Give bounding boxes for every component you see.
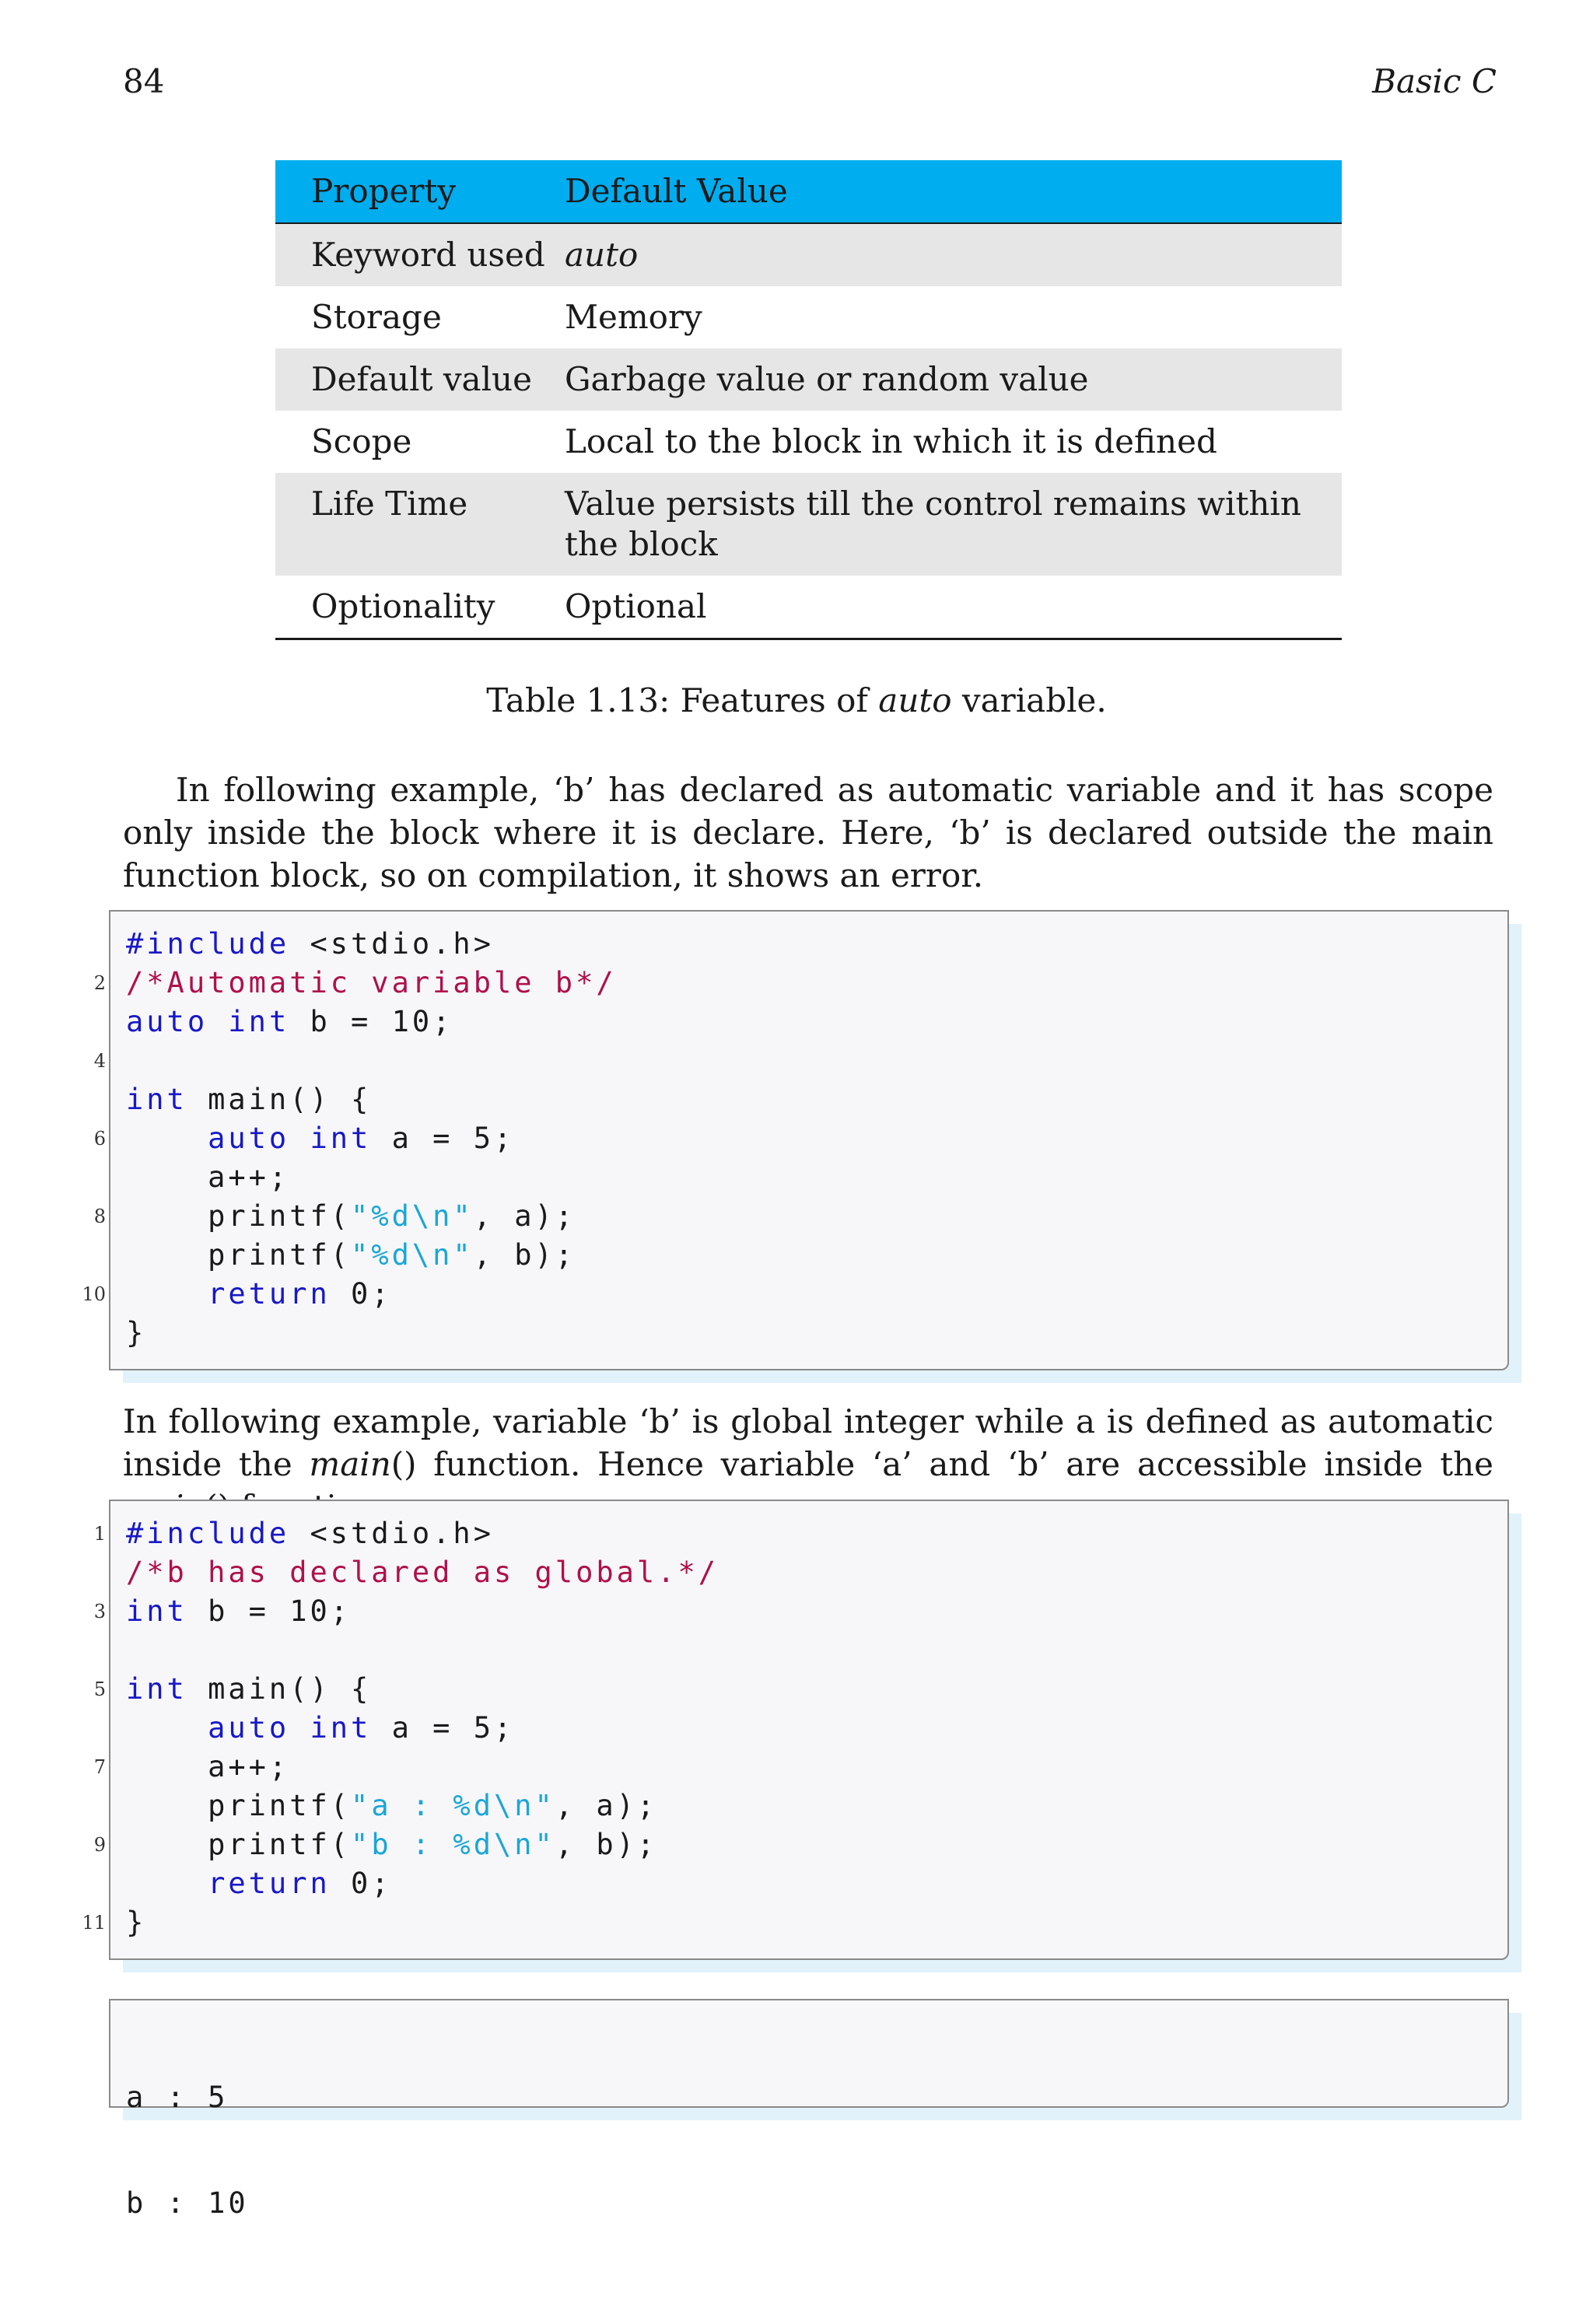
output-line: a : 5 (126, 2081, 229, 2114)
table-cell: Local to the block in which it is defined (565, 422, 1217, 460)
features-table (275, 160, 1342, 640)
table-header-cell: Property (275, 160, 565, 223)
line-number (0, 1003, 106, 1041)
line-number (0, 1787, 106, 1825)
code-keyword: return (208, 1277, 331, 1311)
code-text: , b); (473, 1238, 576, 1272)
code-text: , a); (555, 1789, 658, 1822)
line-number: 4 (93, 1050, 106, 1072)
paragraph-1 (123, 768, 1493, 897)
code-line (126, 1903, 719, 1942)
code-line (126, 1553, 719, 1592)
table-cell: Scope (311, 422, 412, 460)
code-keyword: int (310, 1711, 372, 1745)
code-string: "b : %d\n" (351, 1828, 555, 1861)
line-number: 1 (93, 1523, 106, 1545)
output-block (109, 1999, 1509, 2108)
caption-text: variable. (951, 681, 1107, 719)
code-keyword: int (126, 1672, 187, 1706)
code-keyword: #include (126, 927, 290, 961)
code-text: printf( (126, 1238, 352, 1272)
code-line (126, 1514, 719, 1553)
code-line (126, 1158, 617, 1197)
code-text (126, 1711, 208, 1745)
output-lines (126, 2011, 249, 2256)
table-row (275, 576, 1342, 639)
caption-emphasis: auto (878, 681, 952, 719)
code-keyword: int (228, 1005, 290, 1038)
table-cell: auto (565, 223, 1342, 286)
code-line (126, 1003, 617, 1041)
code-line (126, 1592, 719, 1631)
table-cell: Keyword used (275, 223, 565, 286)
code-lines-2 (126, 1514, 719, 1942)
code-line (126, 1275, 617, 1314)
line-number (0, 1709, 106, 1748)
chapter-title: Basic C (1372, 62, 1497, 100)
line-numbers-1 (0, 925, 106, 1353)
table-row (275, 223, 1342, 286)
table-cell: Default value (275, 348, 565, 411)
line-number: 5 (93, 1678, 106, 1700)
table-row (275, 411, 1342, 473)
code-text (126, 1277, 208, 1311)
paragraph-text: In following example, ‘b’ has declared as automatic variable and it has scope only inside the block where it is declare. Here, ‘b’ is declared outside the main function block, so on compilation, it shows an error. (123, 771, 1493, 894)
code-line (126, 1670, 719, 1709)
code-keyword: int (310, 1122, 372, 1155)
code-text (126, 1867, 208, 1900)
text-span: () function. Hence variable ‘a’ and ‘b’ are accessible inside the (390, 1445, 1493, 1483)
code-keyword: auto (208, 1122, 290, 1155)
line-number: 8 (93, 1206, 106, 1227)
line-number: 6 (93, 1128, 106, 1150)
line-number: 9 (93, 1834, 106, 1856)
code-text (208, 1005, 228, 1038)
code-keyword: #include (126, 1517, 290, 1550)
line-number: 11 (82, 1912, 106, 1934)
code-keyword: auto (126, 1005, 208, 1038)
table-row (275, 348, 1342, 411)
code-text: a = 5; (371, 1711, 515, 1745)
code-text: 0; (330, 1277, 392, 1311)
code-text: } (126, 1316, 147, 1349)
code-line (126, 1787, 719, 1825)
code-line (126, 1864, 719, 1903)
table-row (275, 286, 1342, 348)
code-comment: /*b has declared as global.*/ (126, 1556, 719, 1589)
code-line (126, 1119, 617, 1158)
line-number (0, 925, 106, 964)
code-text: printf( (126, 1789, 352, 1822)
code-line (126, 1041, 617, 1080)
code-line (126, 1748, 719, 1787)
code-comment: /*Automatic variable b*/ (126, 966, 617, 999)
line-number (0, 1553, 106, 1592)
code-string: "a : %d\n" (351, 1789, 555, 1822)
line-number: 2 (93, 972, 106, 994)
code-text: a = 5; (371, 1122, 515, 1155)
code-line (126, 1709, 719, 1748)
line-number: 3 (93, 1601, 106, 1622)
line-number (0, 1236, 106, 1275)
code-text: } (126, 1906, 147, 1939)
line-number: 7 (93, 1756, 106, 1778)
code-line (126, 1236, 617, 1275)
page-number: 84 (123, 62, 165, 100)
code-line (126, 925, 617, 964)
table-caption (0, 681, 1593, 719)
code-line (126, 1825, 719, 1864)
code-text: , a); (473, 1199, 576, 1233)
table-header-row (275, 160, 1342, 223)
code-line (126, 1631, 719, 1670)
code-lines-1 (126, 925, 617, 1353)
line-number (0, 1158, 106, 1197)
code-text: <stdio.h> (289, 927, 494, 961)
code-text: b = 10; (187, 1594, 352, 1628)
code-line (126, 1314, 617, 1353)
code-text (289, 1711, 310, 1745)
table-header-cell: Default Value (565, 160, 1342, 223)
code-line (126, 1080, 617, 1119)
code-text: , b); (555, 1828, 658, 1861)
table-cell: Life Time (275, 473, 565, 576)
code-line (126, 964, 617, 1003)
code-text: a++; (126, 1750, 290, 1783)
code-text: b = 10; (289, 1005, 453, 1038)
code-text: a++; (126, 1160, 290, 1194)
code-text (126, 1122, 208, 1155)
text-span: In following example, variable ‘b’ is global integer while a is defined as automatic inside the (123, 1402, 1493, 1483)
table-cell: Memory (565, 298, 702, 336)
caption-text: Table 1.13: Features of (486, 681, 879, 719)
code-keyword: int (126, 1594, 187, 1628)
line-number (0, 1080, 106, 1119)
line-number: 10 (82, 1283, 106, 1305)
code-text: main() { (187, 1083, 372, 1116)
emphasis-span: main (309, 1445, 391, 1483)
table-cell: Optionality (275, 576, 565, 639)
code-text: printf( (126, 1199, 352, 1233)
code-text: 0; (330, 1867, 392, 1900)
code-text: main() { (187, 1672, 372, 1706)
code-keyword: auto (208, 1711, 290, 1745)
table-cell: Value persists till the control remains within the block (565, 473, 1342, 576)
code-text (289, 1122, 310, 1155)
table-cell: Storage (311, 298, 442, 336)
table-cell: Garbage value or random value (565, 348, 1342, 411)
line-number (0, 1864, 106, 1903)
code-keyword: int (126, 1083, 187, 1116)
code-string: "%d\n" (351, 1199, 474, 1233)
code-keyword: return (208, 1867, 331, 1900)
line-number (0, 1314, 106, 1353)
table-cell: Optional (565, 576, 1342, 639)
table-row (275, 473, 1342, 576)
code-text: printf( (126, 1828, 352, 1861)
line-number (0, 1631, 106, 1670)
output-line: b : 10 (126, 2186, 249, 2220)
code-text: <stdio.h> (289, 1517, 494, 1550)
line-numbers-2 (0, 1514, 106, 1942)
code-string: "%d\n" (351, 1238, 474, 1272)
code-line (126, 1197, 617, 1236)
